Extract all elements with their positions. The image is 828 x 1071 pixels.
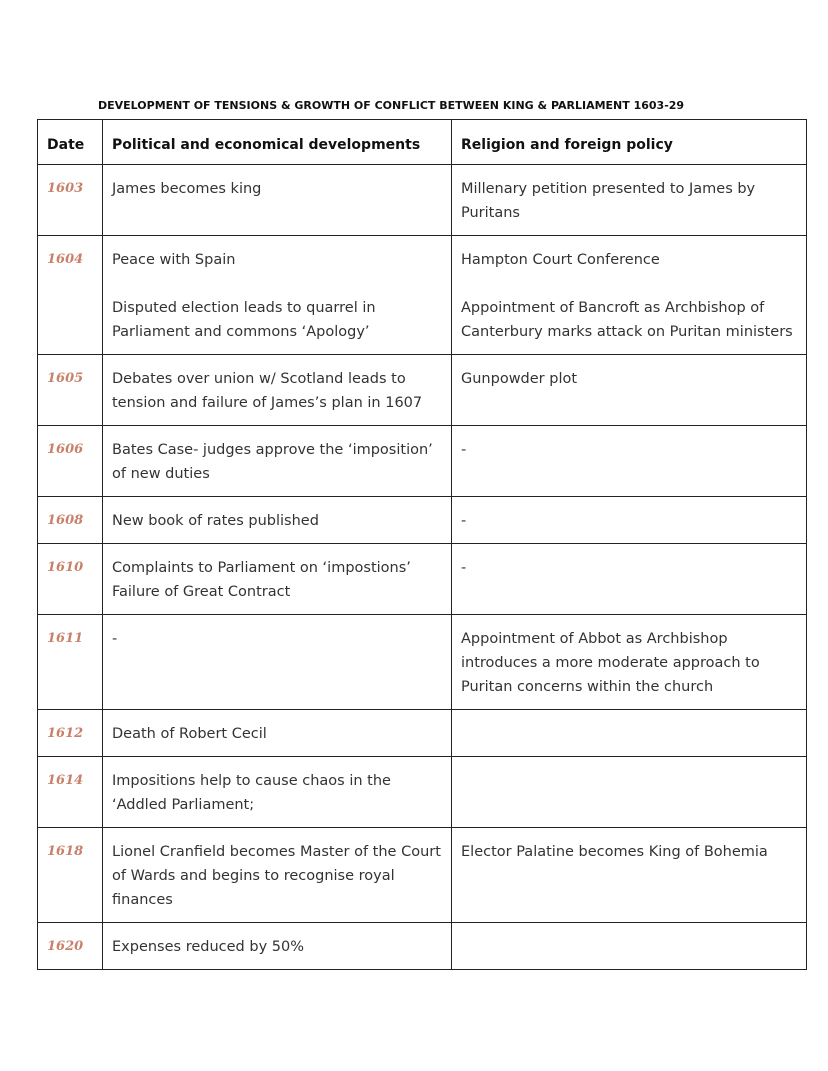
religion-cell [452,165,807,236]
table-row [38,236,807,355]
political-text-line: Death of Robert Cecil [112,726,267,742]
political-cell [103,426,452,497]
date-cell [38,544,103,615]
date-cell [38,355,103,426]
religion-cell [452,426,807,497]
year-label: 1603 [47,181,84,196]
political-cell [103,828,452,923]
religion-text-line: Puritan concerns within the church [461,679,714,695]
political-text-line: Bates Case- judges approve the ‘imposition’ [112,442,433,458]
document-title: DEVELOPMENT OF TENSIONS & GROWTH OF CONFLICT BETWEEN KING & PARLIAMENT 1603-29 [98,99,685,112]
date-cell [38,710,103,757]
religion-cell [452,544,807,615]
political-text-line: of Wards and begins to recognise royal [112,868,395,884]
religion-text-line: Puritans [461,205,520,221]
date-cell [38,828,103,923]
table-row [38,426,807,497]
religion-text-line: Appointment of Bancroft as Archbishop of [461,300,765,316]
table-row [38,757,807,828]
religion-cell [452,497,807,544]
table-row [38,355,807,426]
political-text-line: Failure of Great Contract [112,584,291,600]
year-label: 1610 [47,560,84,575]
date-cell [38,923,103,970]
political-cell [103,923,452,970]
religion-text-line: Gunpowder plot [461,371,578,387]
religion-text-line: Canterbury marks attack on Puritan ministers [461,324,793,340]
political-cell [103,236,452,355]
year-label: 1611 [47,631,84,646]
timeline-table [37,119,807,970]
political-text-line: Disputed election leads to quarrel in [112,300,376,316]
political-text-line: Parliament and commons ‘Apology’ [112,324,370,340]
political-text-line: Complaints to Parliament on ‘impostions’ [112,560,411,576]
political-text-line: Lionel Cranfield becomes Master of the Court [112,844,441,860]
religion-cell [452,757,807,828]
religion-text-line: Appointment of Abbot as Archbishop [461,631,728,647]
religion-cell [452,828,807,923]
religion-text-line: Millenary petition presented to James by [461,181,756,197]
table-row [38,615,807,710]
year-label: 1612 [47,726,84,741]
religion-cell [452,615,807,710]
year-label: 1620 [47,939,84,954]
political-text-line [112,272,442,296]
political-text-line: Expenses reduced by 50% [112,939,304,955]
table-body [38,165,807,970]
header-row [38,120,807,165]
date-cell [38,757,103,828]
date-cell [38,165,103,236]
religion-cell [452,236,807,355]
political-text-line: finances [112,892,173,908]
political-cell [103,757,452,828]
date-cell [38,426,103,497]
political-cell [103,710,452,757]
political-text-line: New book of rates published [112,513,319,529]
religion-text-line: - [461,442,467,458]
political-text-line: Debates over union w/ Scotland leads to [112,371,406,387]
religion-text-line [461,272,797,296]
date-cell [38,615,103,710]
year-label: 1608 [47,513,84,528]
religion-text-line: - [461,560,467,576]
date-cell [38,236,103,355]
header-date: Date [38,120,103,165]
religion-text-line: Elector Palatine becomes King of Bohemia [461,844,768,860]
year-label: 1604 [47,252,84,267]
political-text-line: Peace with Spain [112,252,236,268]
political-cell [103,497,452,544]
political-cell [103,355,452,426]
table-row [38,710,807,757]
political-text-line: tension and failure of James’s plan in 1607 [112,395,423,411]
religion-text-line: Hampton Court Conference [461,252,660,268]
header-political: Political and economical developments [103,120,452,165]
religion-cell [452,923,807,970]
table-row [38,544,807,615]
year-label: 1606 [47,442,84,457]
religion-cell [452,710,807,757]
political-cell [103,165,452,236]
political-text-line: James becomes king [112,181,262,197]
religion-text-line: - [461,513,467,529]
year-label: 1605 [47,371,84,386]
header-religion: Religion and foreign policy [452,120,807,165]
table-row [38,828,807,923]
date-cell [38,497,103,544]
year-label: 1618 [47,844,84,859]
political-text-line: of new duties [112,466,210,482]
political-text-line: - [112,631,118,647]
table-row [38,497,807,544]
table-row [38,923,807,970]
political-text-line: Impositions help to cause chaos in the [112,773,391,789]
religion-text-line: introduces a more moderate approach to [461,655,760,671]
political-cell [103,544,452,615]
political-cell [103,615,452,710]
political-text-line: ‘Addled Parliament; [112,797,255,813]
religion-cell [452,355,807,426]
table-row [38,165,807,236]
year-label: 1614 [47,773,84,788]
